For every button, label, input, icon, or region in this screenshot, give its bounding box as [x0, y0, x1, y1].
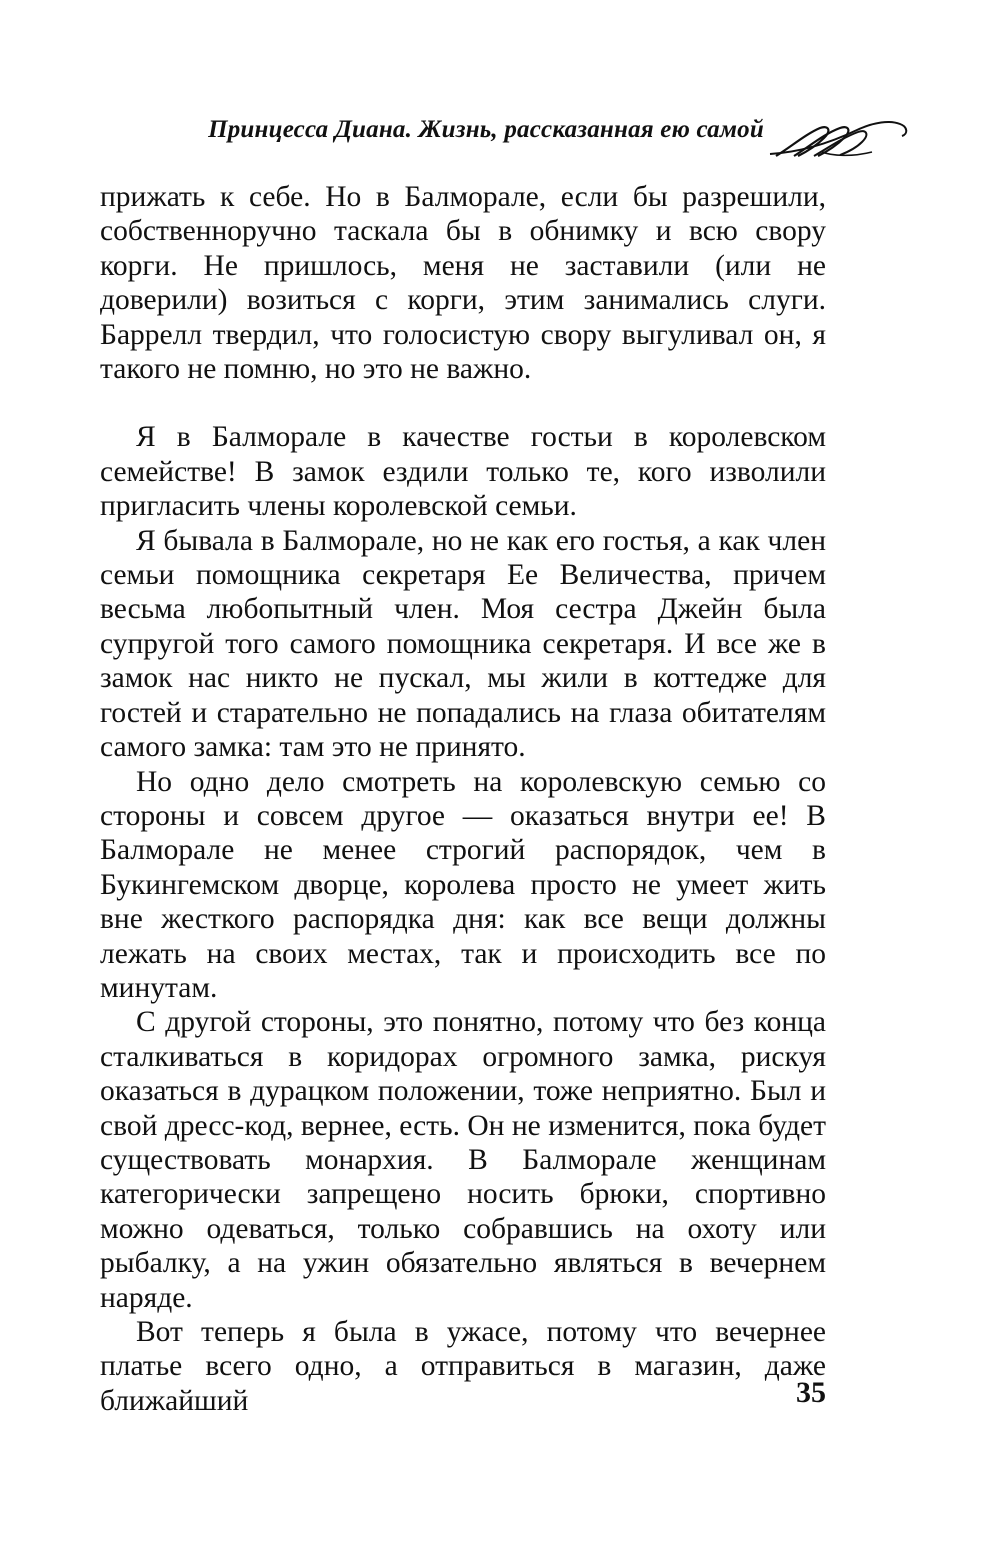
paragraph: прижать к себе. Но в Балморале, если бы разрешили, собственноручно таскала бы в обнимку и всю свору корги. Не пришлось, меня не заставили (или не доверили) возиться с корги, этим занимались слуги. Баррелл твердил, что голосистую свору выгуливал он, я такого не помню, но это не важно.: [100, 181, 826, 386]
body-text: [100, 180, 826, 1418]
paragraph: Вот теперь я была в ужасе, потому что вечернее платье всего одно, а отправиться в магазин, даже ближайший: [100, 1316, 826, 1417]
paragraph: Я в Балморале в качестве гостьи в королевском семействе! В замок ездили только те, кого изволили пригласить члены королевской семьи.: [100, 421, 826, 523]
paragraph: С другой стороны, это понятно, потому что без конца сталкиваться в коридорах огромного замка, рискуя оказаться в дурацком положении, тоже неприятно. Был и свой дресс-код, вернее, есть. Он не изменится, пока будет существовать монархия. В Балморале женщинам категорически запрещено носить брюки, спортивно можно одеваться, только собравшись на охоту или рыбалку, а на ужин обязательно являться в вечернем наряде.: [100, 1006, 826, 1314]
paragraph: Я бывала в Балморале, но не как его гостья, а как член семьи помощника секретаря Ее Величества, причем весьма любопытный член. Моя сестра Джейн была супругой того самого помощника секретаря. И все же в замок нас никто не пускал, мы жили в коттедже для гостей и старательно не попадались на глаза обитателям самого замка: там это не принято.: [100, 524, 826, 764]
running-header: [100, 112, 912, 162]
running-title: Принцесса Диана. Жизнь, рассказанная ею самой: [208, 116, 764, 143]
paragraph: Но одно дело смотреть на королевскую семью со стороны и совсем другое — оказаться внутри ее! В Балморале не менее строгий распорядок, чем в Букингемском дворце, королева просто не умеет жить вне жесткого распорядка дня: как все вещи должны лежать на своих местах, так и происходить все по минутам.: [100, 765, 826, 1004]
page-number: 35: [796, 1376, 826, 1409]
section-gap: [100, 386, 826, 420]
swirl-flourish-icon: [762, 112, 912, 162]
